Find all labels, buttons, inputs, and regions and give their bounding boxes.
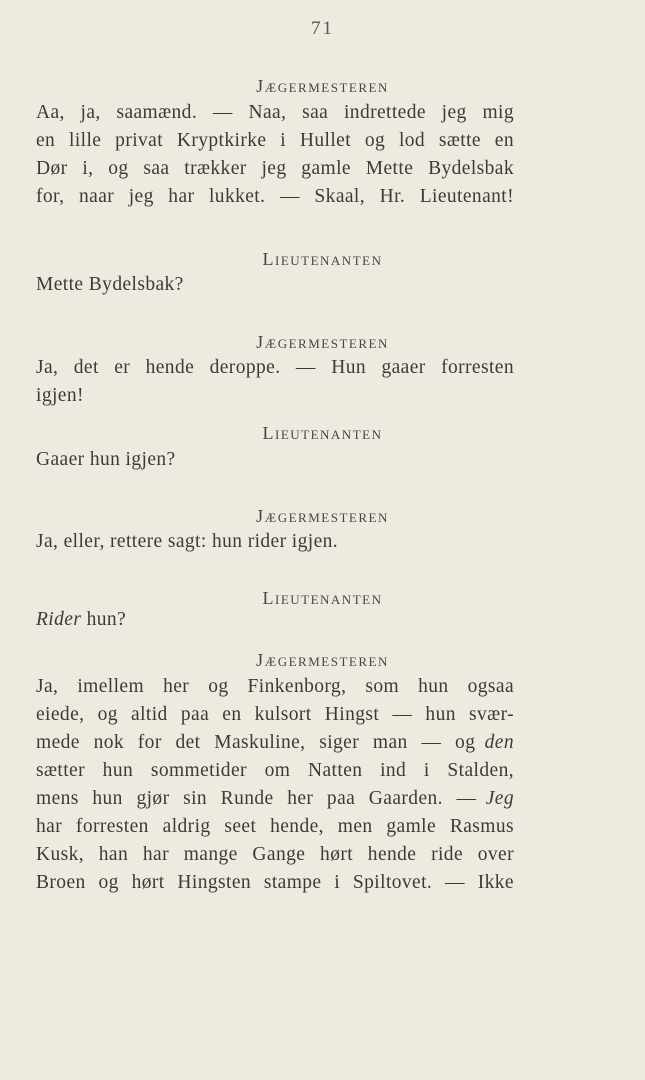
text-line: Broen og hørt Hingsten stampe i Spiltovet. — Ikke <box>36 872 514 893</box>
text-line: Dør i, og saa trækker jeg gamle Mette Bydelsbak <box>36 158 514 179</box>
text-line: Mette Bydelsbak? <box>36 274 184 295</box>
speaker-heading: Lieutenanten <box>262 588 383 608</box>
speaker-heading: Lieutenanten <box>262 249 383 269</box>
text-line <box>36 733 514 753</box>
speaker-heading: Jægermesteren <box>256 332 389 352</box>
text-line: Ja, det er hende deroppe. — Hun gaaer forresten <box>36 357 514 378</box>
text-line <box>36 789 514 809</box>
text-segment: mede nok for det Maskuline, siger man — og <box>36 732 481 753</box>
emphasis-text: Rider <box>36 609 82 630</box>
text-line: Ja, imellem her og Finkenborg, som hun ogsaa <box>36 676 514 697</box>
emphasis-text: Jeg <box>485 788 514 809</box>
text-line: Gaaer hun igjen? <box>36 449 176 470</box>
text-line: Aa, ja, saamænd. — Naa, saa indrettede jeg mig <box>36 102 514 123</box>
text-line: Ja, eller, rettere sagt: hun rider igjen. <box>36 531 339 552</box>
text-line: igjen! <box>36 385 84 406</box>
speaker-heading: Lieutenanten <box>262 423 383 443</box>
text-segment: hun? <box>81 609 127 630</box>
text-line: Kusk, han har mange Gange hørt hende ride over <box>36 844 514 865</box>
emphasis-text: den <box>484 732 514 753</box>
speaker-heading: Jægermesteren <box>256 650 389 670</box>
text-line: sætter hun sommetider om Natten ind i Stalden, <box>36 760 514 781</box>
page-number: 71 <box>311 18 334 39</box>
text-segment: mens hun gjør sin Runde her paa Gaarden. — <box>36 788 482 809</box>
text-line: en lille privat Kryptkirke i Hullet og lod sætte en <box>36 130 514 151</box>
text-line: har forresten aldrig seet hende, men gamle Rasmus <box>36 816 514 837</box>
text-line: eiede, og altid paa en kulsort Hingst — hun svær- <box>36 704 514 725</box>
text-line: for, naar jeg har lukket. — Skaal, Hr. Lieutenant! <box>36 186 514 207</box>
speaker-heading: Jægermesteren <box>256 506 389 526</box>
speaker-heading: Jægermesteren <box>256 76 389 96</box>
text-line <box>36 610 126 630</box>
